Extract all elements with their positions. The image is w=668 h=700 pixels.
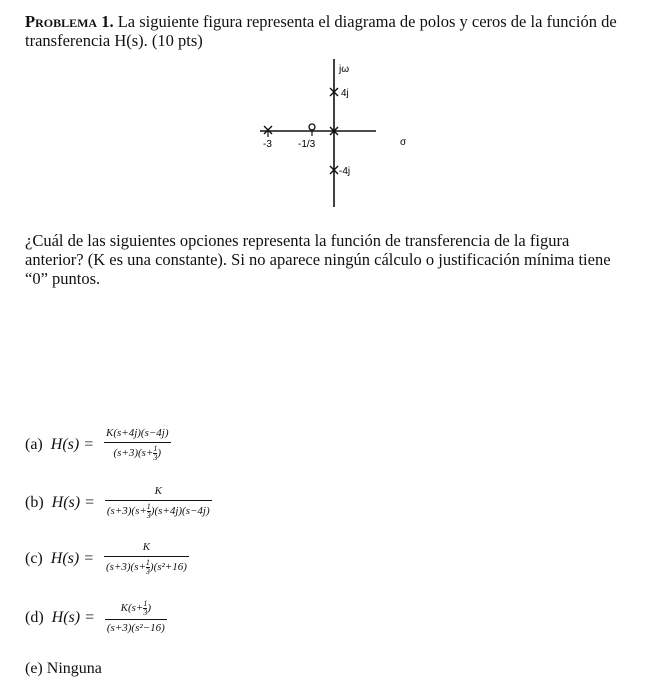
- option-c-label: (c): [25, 549, 43, 567]
- option-a-fraction: [104, 427, 171, 462]
- option-e-label: (e) Ninguna: [25, 660, 102, 677]
- option-d-numerator: [105, 600, 167, 619]
- option-a-numerator: K(s+4j)(s−4j): [106, 427, 169, 439]
- problem-statement: [25, 12, 647, 50]
- option-b-den-pre: (s+3)(s+: [106, 505, 147, 518]
- question-line-2: anterior? (K es una constante). Si no aparece ningún cálculo o justificación mínima tiene: [25, 250, 611, 269]
- pole-zero-diagram: [250, 55, 420, 210]
- option-a-lhs: H(s) =: [50, 435, 94, 453]
- one-third-num: 1: [143, 599, 148, 608]
- one-third-den: 3: [143, 608, 148, 617]
- option-b-denominator: [105, 500, 212, 520]
- option-c[interactable]: [25, 541, 189, 576]
- problem-text: La siguiente figura representa el diagrama de polos y ceros de la función de transferencia H(s). (10 pts): [25, 12, 617, 50]
- option-d[interactable]: [25, 600, 167, 635]
- tick-label-minus3: -3: [263, 139, 272, 150]
- option-c-numerator: K: [142, 541, 151, 553]
- one-third-den: 3: [153, 453, 158, 462]
- option-e[interactable]: [25, 660, 102, 678]
- option-d-lhs: H(s) =: [51, 608, 95, 626]
- option-b-den-post: )(s+4j)(s−4j): [150, 505, 210, 518]
- one-third-den: 3: [146, 511, 151, 520]
- option-c-fraction: [104, 541, 189, 576]
- option-a-denominator: [104, 442, 171, 462]
- question-line-3: “0” puntos.: [25, 269, 101, 288]
- option-d-denominator: (s+3)(s²−16): [105, 619, 167, 635]
- one-third-den: 3: [145, 567, 150, 576]
- option-d-label: (d): [25, 608, 44, 626]
- option-a-den-pre: (s+3)(s+: [113, 447, 154, 460]
- zero-marker-minus1-3: [309, 124, 315, 130]
- one-third-num: 1: [146, 502, 151, 511]
- option-a-den-post: ): [157, 447, 162, 460]
- option-b[interactable]: [25, 485, 212, 520]
- option-d-fraction: [105, 600, 167, 635]
- option-d-num-pre: K(s+: [120, 602, 144, 615]
- option-b-label: (b): [25, 493, 44, 511]
- option-c-den-pre: (s+3)(s+: [106, 561, 146, 574]
- tick-label-minus1-3: -1/3: [298, 139, 316, 150]
- option-a[interactable]: [25, 427, 171, 462]
- option-b-lhs: H(s) =: [51, 493, 95, 511]
- option-a-label: (a): [25, 435, 43, 453]
- option-c-den-post: )(s²+16): [149, 561, 187, 574]
- option-c-denominator: [104, 556, 189, 576]
- jw-label: jω: [339, 64, 350, 75]
- option-c-lhs: H(s) =: [50, 549, 94, 567]
- option-b-numerator: K: [154, 485, 162, 497]
- pole-label-4j: 4j: [341, 88, 349, 99]
- one-third-num: 1: [153, 444, 158, 453]
- question-line-1: ¿Cuál de las siguientes opciones representa la función de transferencia de la figura: [25, 231, 570, 250]
- one-third-num: 1: [145, 558, 150, 567]
- option-b-fraction: [105, 485, 212, 520]
- problem-label: Problema 1.: [25, 12, 114, 31]
- sigma-label: σ: [400, 137, 407, 148]
- question-text: [25, 231, 643, 288]
- pole-label-minus4j: -4j: [339, 166, 351, 177]
- option-d-num-post: ): [147, 602, 152, 615]
